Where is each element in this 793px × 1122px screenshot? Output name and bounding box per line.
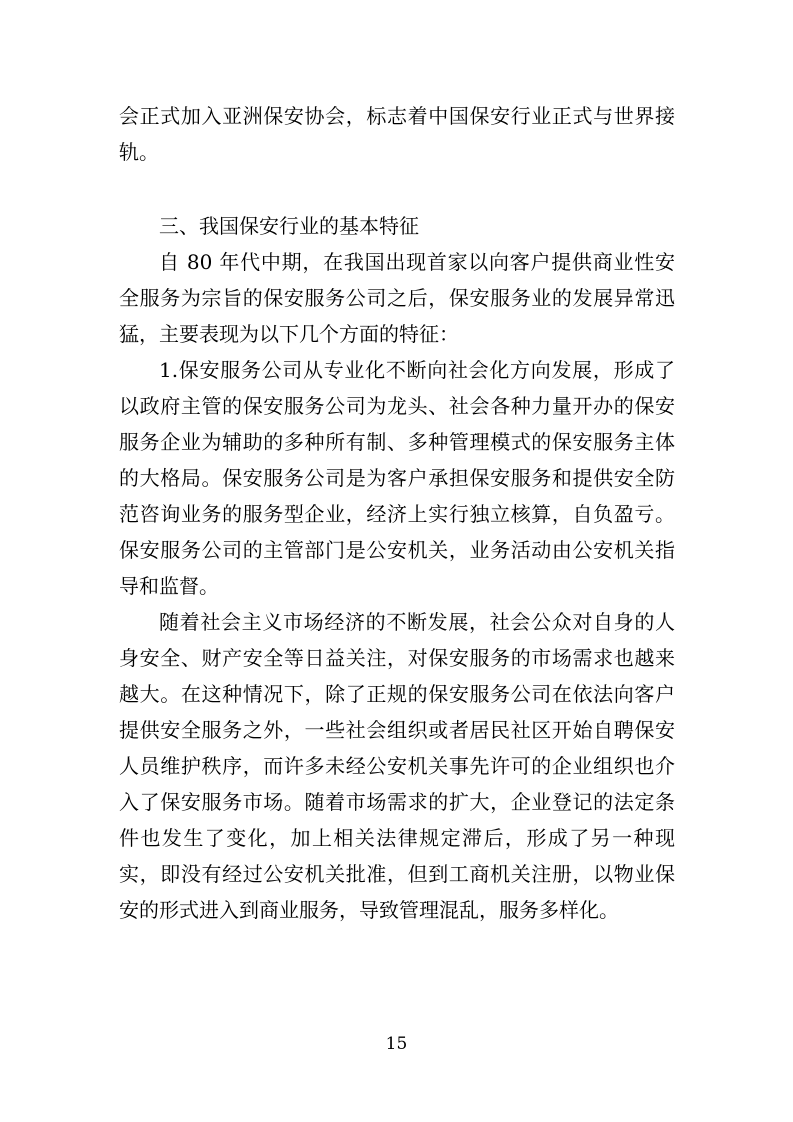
paragraph-intro: 自 80 年代中期，在我国出现首家以向客户提供商业性安全服务为宗旨的保安服务公司之后，保安服务业的发展异常迅猛，主要表现为以下几个方面的特征：: [119, 250, 675, 346]
continuation-paragraph: 会正式加入亚洲保安协会，标志着中国保安行业正式与世界接轨。: [119, 104, 675, 164]
page-number: 15: [385, 1034, 408, 1054]
paragraph-market: 随着社会主义市场经济的不断发展，社会公众对自身的人身安全、财产安全等日益关注，对保安服务的市场需求也越来越大。在这种情况下，除了正规的保安服务公司在依法向客户提供安全服务之外，一些社会组织或者居民社区开始自聘保安人员维护秩序，而许多未经公安机关事先许可的企业组织也介入了保安服务市场。随着市场需求的扩大，企业登记的法定条件也发生了变化，加上相关法律规定滞后，形成了另一种现实，即没有经过公安机关批准，但到工商机关注册，以物业保安的形式进入到商业服务，导致管理混乱，服务多样化。: [119, 610, 675, 922]
section-heading: 三、我国保安行业的基本特征: [159, 214, 419, 238]
section-spacer: [119, 170, 675, 208]
document-body: [119, 98, 675, 928]
paragraph-feature-1: 1.保安服务公司从专业化不断向社会化方向发展，形成了以政府主管的保安服务公司为龙头、社会各种力量开办的保安服务企业为辅助的多种所有制、多种管理模式的保安服务主体的大格局。保安服务公司是为客户承担保安服务和提供安全防范咨询业务的服务型企业，经济上实行独立核算，自负盈亏。保安服务公司的主管部门是公安机关，业务活动由公安机关指导和监督。: [119, 358, 675, 598]
